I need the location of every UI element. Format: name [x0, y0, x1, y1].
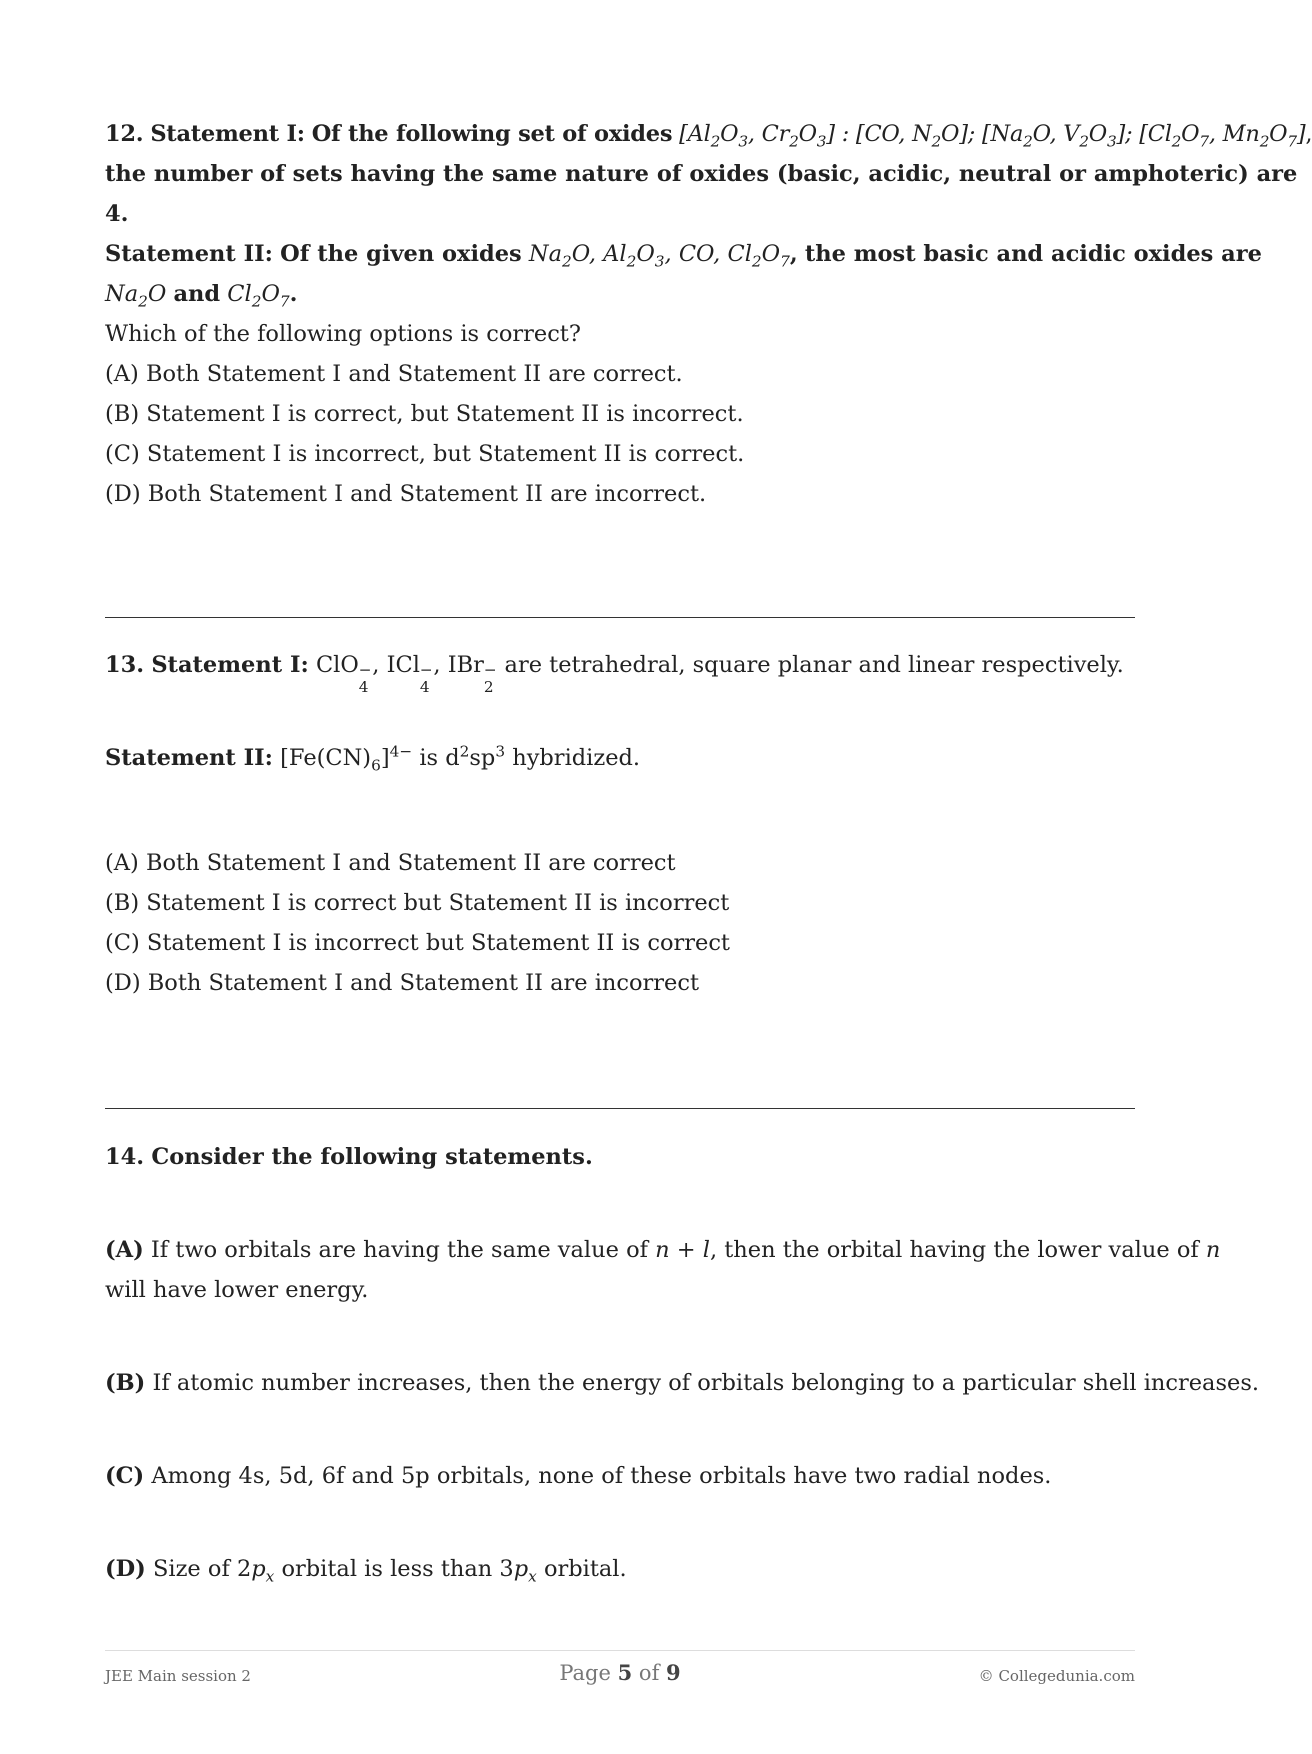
q13-option-b: (B) Statement I is correct but Statement II is incorrect [105, 890, 730, 916]
q14-heading-line [105, 1135, 1135, 1179]
q12-statement1-line3: 4. [105, 201, 129, 227]
q14-a-label: (A) [105, 1237, 144, 1263]
q14-heading: Consider the following statements. [151, 1144, 593, 1170]
q14-a-text2: , then the orbital having the lower value of [709, 1237, 1199, 1263]
q12-statement1-label: Statement I: [150, 121, 305, 147]
question-12 [105, 112, 1312, 516]
q13-ions: ClO − 4 , ICl − 4 , IBr − 2 [315, 652, 497, 696]
page-footer [105, 1658, 1135, 1690]
q14-b-text: If atomic number increases, then the energy of orbitals belonging to a particular shell increases. [152, 1370, 1260, 1396]
footer-exam-name: JEE Main session 2 [105, 1667, 251, 1685]
q14-d-label: (D) [105, 1556, 146, 1582]
q14-number: 14. [105, 1144, 145, 1170]
q12-and: and [173, 281, 221, 307]
q13-statement1-tail: are tetrahedral, square planar and linear respectively. [504, 652, 1124, 678]
q13-statement1-label: Statement I: [151, 652, 309, 678]
q12-option-b: (B) Statement I is correct, but Statement II is incorrect. [105, 401, 744, 427]
q13-statement2-label: Statement II: [105, 745, 273, 771]
q14-statement-c [105, 1454, 1135, 1498]
q14-d-text3: orbital. [543, 1556, 627, 1582]
q12-oxide-sets: [$Al_2O_3$, $Cr_2O_3$] : [CO, $N_2O$]; [$Na_2O$, $V_2O_3$]; [$Cl_2O_7$, $Mn_2O_7$] [679, 121, 1306, 151]
q12-acidic-oxide: $Cl_2O_7$ [227, 281, 290, 311]
footer-page-word: Page [559, 1661, 611, 1685]
q14-c-text: Among 4s, 5d, 6f and 5p orbitals, none of these orbitals have two radial nodes. [151, 1463, 1052, 1489]
q12-statement1-intro: Of the following set of oxides [311, 121, 673, 147]
q13-option-a: (A) Both Statement I and Statement II are correct [105, 850, 676, 876]
q13-option-c: (C) Statement I is incorrect but Statement II is correct [105, 930, 730, 956]
q12-statement2-mid: the most basic and acidic oxides are [804, 241, 1262, 267]
q12-question: Which of the following options is correct? [105, 321, 581, 347]
q12-option-c: (C) Statement I is incorrect, but Statement II is correct. [105, 441, 745, 467]
q14-a-text1: If two orbitals are having the same value of [150, 1237, 648, 1263]
q12-option-d: (D) Both Statement I and Statement II are incorrect. [105, 481, 707, 507]
q13-statement-2 [105, 736, 1135, 780]
question-14 [105, 1135, 1260, 1591]
q14-b-label: (B) [105, 1370, 146, 1396]
q13-complex: $[Fe(CN)_6]^{4-}$ is $d^2sp^3$ [280, 742, 506, 775]
q12-given-oxides: $Na_2O$, $Al_2O_3$, CO, $Cl_2O_7$ [528, 241, 790, 271]
separator-1 [105, 617, 1135, 618]
q14-statement-a [105, 1228, 1221, 1272]
question-13 [105, 643, 1135, 1005]
q14-c-label: (C) [105, 1463, 145, 1489]
footer-copyright: © Collegedunia.com [978, 1667, 1135, 1685]
q12-statement-2: Statement II: Of the given oxides $Na_2O$, $Al_2O_3$, CO, $Cl_2O_7$, the most basic and acidic oxides are [105, 241, 1262, 271]
q14-d-text1: Size of [152, 1556, 230, 1582]
q14-n: n [1205, 1237, 1221, 1263]
q12-statement1-line2: the number of sets having the same nature of oxides (basic, acidic, neutral or amphoteric) are [105, 161, 1298, 187]
footer-page-of: of [638, 1661, 660, 1685]
q12-option-a: (A) Both Statement I and Statement II are correct. [105, 361, 683, 387]
q12-basic-oxide: $Na_2O$ [105, 281, 167, 311]
footer-page-current: 5 [617, 1660, 633, 1685]
q12-number: 12. [105, 121, 144, 147]
q13-number: 13. [105, 652, 145, 678]
q14-n-plus-l: n + l [655, 1237, 710, 1263]
q13-option-d: (D) Both Statement I and Statement II are incorrect [105, 970, 700, 996]
q14-d-text2: orbital is less than [281, 1556, 493, 1582]
q12-statement2-line2: $Na_2O$ and $Cl_2O_7$. [105, 281, 298, 311]
q12-statement2-intro: Of the given oxides [280, 241, 522, 267]
footer-divider [105, 1650, 1135, 1651]
q14-statement-b [105, 1361, 1260, 1405]
q12-statement-1: 12. Statement I: Of the following set of oxides [$Al_2O_3$, $Cr_2O_3$] : [CO, $N_2O$]; [$Na_2O$, $V_2O_3$]; [$Cl_2O_7$, $Mn_2O_7$], [105, 121, 1312, 151]
q14-a-line2: will have lower energy. [105, 1277, 369, 1303]
q13-statement2-tail: hybridized. [512, 745, 641, 771]
q14-statement-d [105, 1547, 1135, 1591]
separator-2 [105, 1108, 1135, 1109]
q14-orbital-3px: $3p_x$ [499, 1556, 537, 1586]
footer-page-total: 9 [666, 1660, 681, 1685]
q14-orbital-2px: $2p_x$ [236, 1556, 275, 1586]
q13-statement-1 [105, 643, 1135, 696]
q12-statement2-label: Statement II: [105, 241, 273, 267]
